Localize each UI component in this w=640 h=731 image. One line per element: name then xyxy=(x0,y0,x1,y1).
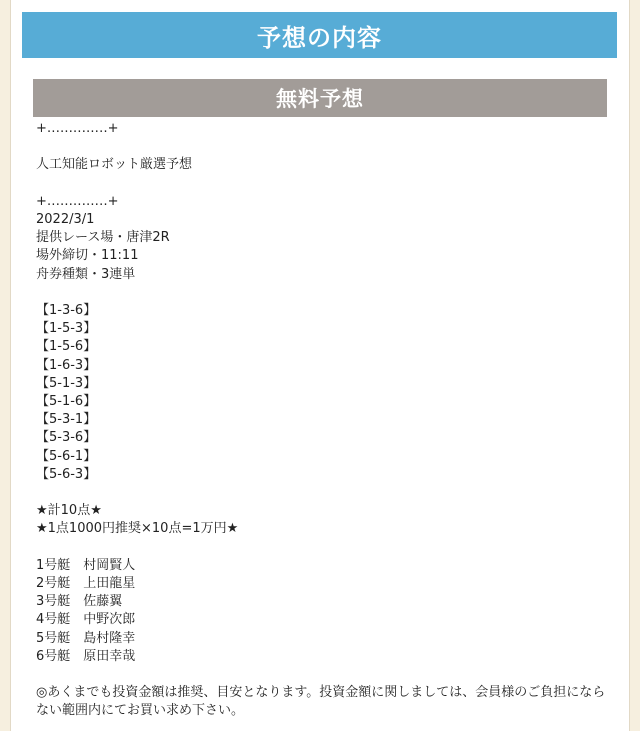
content-line: 【5-1-3】 xyxy=(36,375,97,391)
content-line: 【1-6-3】 xyxy=(36,357,97,373)
content-line: 【1-3-6】 xyxy=(36,302,97,318)
content-line: +‥‥‥‥‥‥‥+ xyxy=(36,121,119,136)
content-line: 2022/3/1 xyxy=(36,211,95,227)
content-line: 提供レース場・唐津2R xyxy=(36,230,170,246)
content-line: 6号艇 原田幸哉 xyxy=(36,648,136,664)
content-line xyxy=(36,539,608,557)
content-line: 4号艇 中野次郎 xyxy=(36,612,136,628)
investment-note: ◎あくまでも投資金額は推奨、目安となります。投資金額に関しましては、会員様のご負担にならない範囲内にてお買い求め下さい。 xyxy=(36,685,606,719)
content-line: 【5-6-3】 xyxy=(36,466,97,482)
prediction-lines xyxy=(36,120,608,684)
content-line: 【5-1-6】 xyxy=(36,394,97,409)
content-line: 3号艇 佐藤翼 xyxy=(36,594,123,610)
content-line: ★計10点★ xyxy=(36,503,102,519)
content-line: 【5-6-1】 xyxy=(36,448,97,464)
content-line xyxy=(36,138,608,156)
content-line: +‥‥‥‥‥‥‥+ xyxy=(36,193,119,209)
subsection-title xyxy=(33,79,607,117)
subsection-title-text: 無料予想 xyxy=(276,87,364,111)
content-line xyxy=(36,284,608,302)
content-line: 舟券種類・3連単 xyxy=(36,266,136,282)
content-line xyxy=(36,484,608,502)
prediction-content xyxy=(36,120,608,721)
content-line: 【1-5-6】 xyxy=(36,339,97,355)
content-line: 1号艇 村岡賢人 xyxy=(36,557,136,573)
content-line: 【1-5-3】 xyxy=(36,321,97,337)
section-title-text: 予想の内容 xyxy=(257,23,382,52)
content-line: 5号艇 島村隆幸 xyxy=(36,630,136,646)
content-line xyxy=(36,175,608,193)
content-line xyxy=(36,666,608,684)
content-line: ★1点1000円推奨×10点=1万円★ xyxy=(36,521,239,537)
section-title xyxy=(22,12,617,58)
content-line: 【5-3-6】 xyxy=(36,430,97,446)
content-line: 2号艇 上田龍星 xyxy=(36,576,136,591)
content-line: 【5-3-1】 xyxy=(36,412,97,428)
content-line: 場外締切・11:11 xyxy=(36,248,139,264)
content-line: 人工知能ロボット厳選予想 xyxy=(36,157,193,173)
